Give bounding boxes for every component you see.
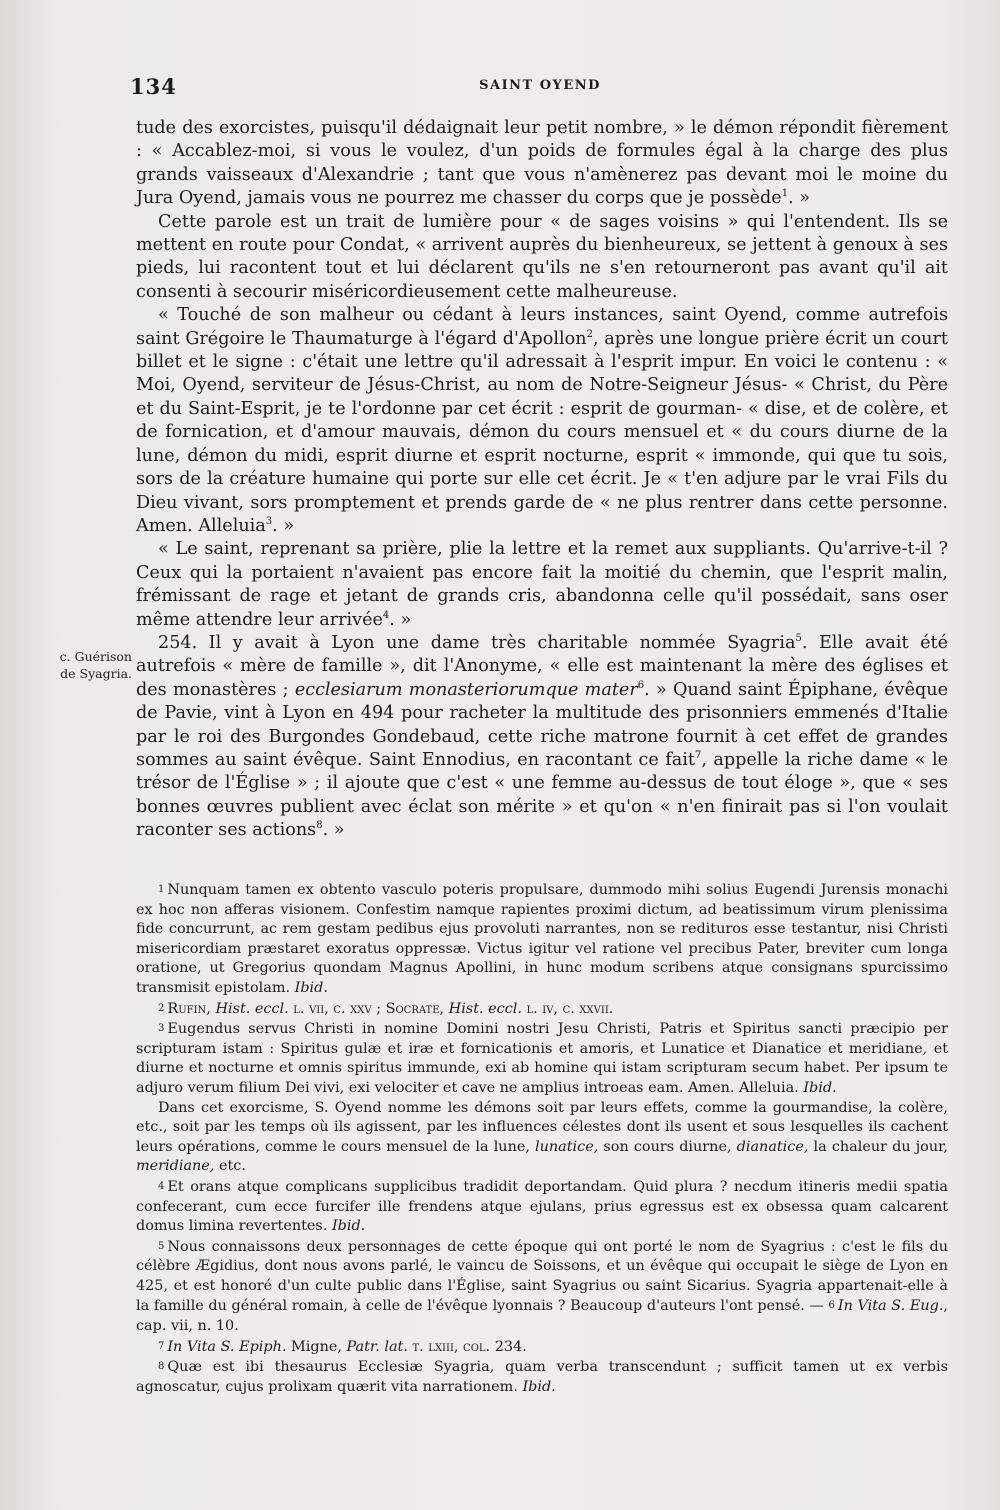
- paragraph-text: , appelle la riche dame « le trésor de l'Église » ; il ajoute que c'est « une femme au-dessus de tout éloge », que « ses bonnes œuvres publient avec éclat son mérite » et qu'on « n'en finirait pas si l'on voulait raconter ses actions: [136, 749, 949, 841]
- footnote-ref: 4: [382, 609, 390, 621]
- footnote-text: Rufin,: [167, 1000, 216, 1017]
- footnote-ref: 7: [694, 750, 702, 762]
- paragraph: [136, 117, 948, 211]
- paragraph-text: . »: [389, 609, 412, 630]
- footnote: [136, 1337, 948, 1358]
- footnote-text: Ibid.: [803, 1079, 837, 1096]
- footnote-ref: 8: [316, 820, 323, 832]
- paragraph-text: . »: [322, 820, 345, 841]
- main-text: [136, 117, 948, 843]
- running-title: SAINT OYEND: [479, 78, 601, 93]
- paragraph: [136, 632, 948, 843]
- footnote-ref: 3: [265, 516, 273, 528]
- footnote: [136, 1177, 948, 1237]
- footnote-text: etc.: [214, 1158, 246, 1175]
- footnote-text: son cours diurne,: [598, 1138, 737, 1155]
- footnote-text: la chaleur du jour,: [808, 1138, 948, 1155]
- margin-note-line: c. Guérison: [59, 649, 132, 664]
- footnote: [136, 1099, 948, 1177]
- paragraph: [136, 304, 948, 538]
- paragraph-text: tude des exorcistes, puisqu'il dédaignait leur petit nombre, » le démon répondit fièrement : « Accablez-moi, si vous le voulez, d'un poids de formules égal à la charge des plus grands vaisseaux d'Alexandrie ; tant que vous n'amènerez pas devant moi le moine du Jura Oyend, jamais vous ne pourrez me chasser du corps que je possède: [136, 118, 948, 209]
- paragraph-text: , après une longue prière écrit un court billet et le signe : c'était une lettre qu'il adressait à l'esprit impur. En voici le contenu : « Moi, Oyend, serviteur de Jésus-Christ, au nom de Notre-Seigneur Jésus- « Christ, du Père et du Saint-Esprit, je te l'ordonne par cet écrit : esprit de gourman- « dise, et de colère, et de fornication, et d'amour mauvais, démon du cours mensuel et « du cours diurne de la lune, démon du midi, esprit diurne et esprit nocturne, esprit « immonde, qui que tu sois, sors de la créature humaine qui porte sur elle cet écrit. Je « t'en adjure par le vrai Fils du Dieu vivant, sors promptement et prends garde de « ne plus rentrer dans cette personne. Amen. Alleluia: [136, 328, 948, 536]
- footnote-text: Hist. eccl.: [215, 1000, 289, 1017]
- margin-note: [40, 648, 132, 682]
- footnote-text: lunatice,: [535, 1138, 599, 1155]
- footnote: [136, 1237, 948, 1337]
- paragraph-text: « Touché de son malheur ou cédant à leurs instances, saint Oyend, comme autrefois saint Grégoire le Thaumaturge à l'égard d'Apollon: [136, 305, 948, 349]
- paragraph: [136, 538, 948, 632]
- footnote: [136, 1019, 948, 1098]
- footnote-number: 3: [158, 1023, 165, 1035]
- footnote-text: In Vita S. Epiph.: [167, 1338, 287, 1355]
- footnote-text: Nous connaissons deux personnages de cette époque qui ont porté le nom de Syagrius : c'est le fils du célèbre Ægidius, dont nous avons parlé, le vaincu de Soissons, et un évêque qui occupait le siège de Lyon en 425, et est honoré d'un culte public dans l'Église, saint Syagrius ou saint Sicarius. Syagria appartenait-elle à la famille du général romain, à celle de l'évêque lyonnais ? Beaucoup d'auteurs l'ont pensé. —: [136, 1238, 948, 1315]
- footnote-number: 4: [158, 1180, 165, 1192]
- footnote-text: Hist. eccl.: [448, 1000, 522, 1017]
- footnote-text: Ibid.: [331, 1218, 366, 1235]
- footnote-text: Et orans atque complicans supplicibus tradidit deportandam. Quid plura ? necdum itineris medii spatia confecerant, cum ecce furcifer ille frendens atque ejulans, prius egressus est ex obsessa quam calcarent domus limina revertentes.: [136, 1178, 948, 1235]
- footnote-text: Ibid.: [294, 979, 328, 996]
- footnote-ref: 5: [795, 633, 802, 645]
- paragraph-text: « Le saint, reprenant sa prière, plie la lettre et la remet aux suppliants. Qu'arrive-t-il ? Ceux qui la portaient n'avaient pas encore fait la moitié du chemin, que l'esprit malin, frémissant de rage et jetant de grands cris, abandonna celle qu'il possédait, sans oser même attendre leur arrivée: [136, 539, 948, 630]
- footnote-text: Quæ est ibi thesaurus Ecclesiæ Syagria, quam verba transcendunt ; sufficit tamen ut ex verbis agnoscatur, cujus prolixam quærit vita narrationem.: [136, 1359, 948, 1395]
- footnote: [136, 999, 948, 1020]
- footnote-ref: 2: [586, 328, 593, 340]
- paragraph-text: . » Quand saint Épiphane, évêque de Pavie, vint à Lyon en 494 pour racheter la multitude des prisonniers emmenés d'Italie par le roi des Burgondes Gondebaud, cette riche matrone fournit à cet effet de grandes sommes au saint évêque. Saint Ennodius, en racontant ce fait: [136, 679, 948, 770]
- footnote-text: t. lxiii, col. 234.: [407, 1338, 527, 1355]
- footnote-text: meridiane,: [136, 1158, 215, 1175]
- footnotes: [136, 880, 948, 1397]
- footnote-text: l. iv, c. xxvii.: [521, 1000, 614, 1017]
- footnote-text: Migne,: [286, 1338, 347, 1355]
- footnote-number: 5: [158, 1240, 165, 1252]
- footnote-text: dianatice,: [736, 1138, 809, 1155]
- footnote-number: 1: [158, 884, 165, 895]
- paragraph-text: . »: [272, 515, 295, 536]
- footnote-ref: 1: [781, 188, 789, 200]
- footnote-text: l. vii, c. xxv ;: [288, 1000, 386, 1017]
- paragraph-text: Cette parole est un trait de lumière pour « de sages voisins » qui l'entendent. Ils se mettent en route pour Condat, « arrivent auprès du bienheureux, se jettent à genoux à ses pieds, lui racontent tout et lui déclarent qu'ils ne s'en retourneront pas avant qu'il ait consenti à secourir miséricordieusement cette malheureuse.: [136, 211, 948, 302]
- page-header: [130, 74, 950, 100]
- footnote-text: Eugendus servus Christi in nomine Domini nostri Jesu Christi, Patris et Spiritus sancti præcipio per scripturam istam : Spiritus gulæ et iræ et fornicationis et amoris, et Lunatice et Dianatice et meridiane, et diurne et nocturne et omnis spiritus immunde, exi ab homine qui istam scripturam secum habet. Per ipsum te adjuro verum filium Dei vivi, exi velociter et cave ne amplius introeas eam. Amen. Alleluia.: [136, 1021, 948, 1096]
- footnote-text: Nunquam tamen ex obtento vasculo poteris propulsare, dummodo mihi solius Eugendi Jurensis monachi ex hoc non afferas visionem. Confestim namque rapientes proximi dictum, ad beatissimum virum plenissima fide concurrunt, ac rem gestam pedibus ejus provoluti narrantes, non se redituros esse testantur, nisi Christi misericordiam præstaret exoratus oppressæ. Victus igitur vel ratione vel precibus Pater, breviter cum longa oratione, ut Gregorius quondam Magnus Apollini, in hunc modum scribens atque consignans spurcissimo transmisit epistolam.: [136, 882, 948, 996]
- footnote-text: Socrate,: [385, 1000, 449, 1017]
- footnote-text: , cap. vii, n. 10.: [136, 1298, 948, 1335]
- footnote-number: 6: [828, 1300, 835, 1312]
- paragraph-text: . Elle avait été autrefois « mère de famille », dit l'Anonyme, « elle est maintenant la mère des églises et des monastères ;: [136, 632, 948, 700]
- paragraph-text: . »: [788, 188, 811, 209]
- page-number: 134: [130, 74, 177, 99]
- footnote-number: 2: [158, 1002, 165, 1014]
- footnote-ref: 6: [637, 679, 645, 691]
- latin-quote: ecclesiarum monasteriorumque mater: [294, 679, 638, 700]
- paragraph: [136, 211, 948, 305]
- footnote-text: Ibid.: [522, 1378, 556, 1395]
- footnote-text: In Vita S. Eug.: [837, 1298, 944, 1315]
- margin-note-line: de Syagria.: [60, 666, 132, 681]
- footnote-text: Dans cet exorcisme, S. Oyend nomme les démons soit par leurs effets, comme la gourmandise, la colère, etc., soit par les temps où ils agissent, par les influences célestes dont ils usent et sous lesquelles ils cachent leurs opérations, comme le cours mensuel de la lune,: [136, 1099, 948, 1155]
- footnote-number: 7: [158, 1340, 165, 1352]
- footnote: [136, 1357, 948, 1397]
- footnote: [136, 880, 948, 999]
- footnote-text: Patr. lat.: [346, 1338, 408, 1355]
- footnote-number: 8: [158, 1361, 165, 1373]
- paragraph-text: 254. Il y avait à Lyon une dame très charitable nommée Syagria: [158, 632, 796, 653]
